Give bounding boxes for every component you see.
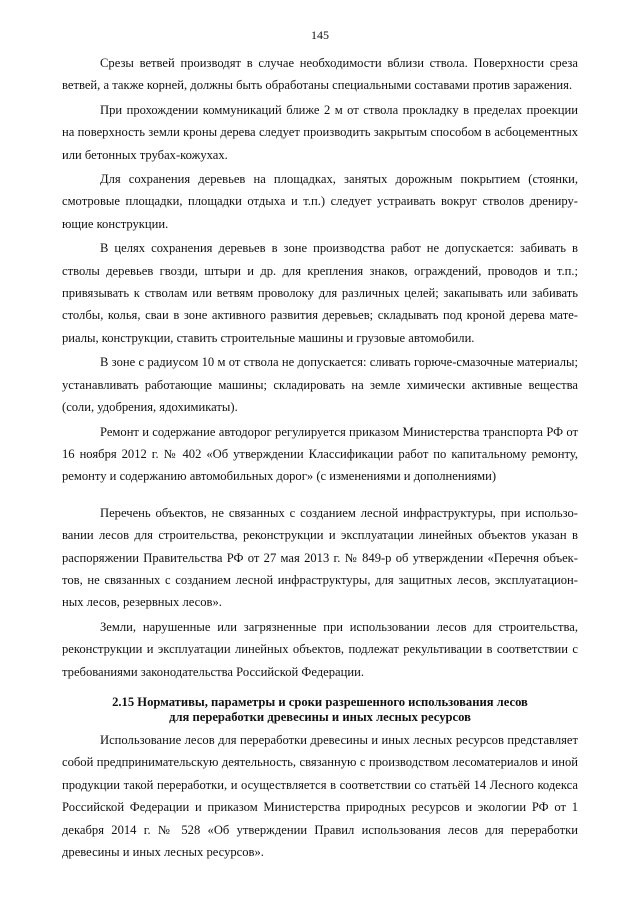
paragraph-branch-cuts: Срезы ветвей производят в случае необходимости вблизи ствола. Поверхности среза ветвей, а также корней, должны быть обработаны специальными составами против заражения. [62, 56, 578, 93]
paragraph-land-reclamation: Земли, нарушенные или загрязненные при использовании лесов для строительства, реконструкции и эксплуатации линейных объектов, подлежат рекультивации в соответствии с требованиями законодательства Российской Федерации. [62, 619, 578, 679]
paragraph-radius-zone: В зоне с радиусом 10 м от ствола не допускается: сливать горюче-смазочные материалы; устанавливать работающие машины; складировать на земле химически активные вещества (соли, удобрения, ядохимикаты). [62, 355, 578, 415]
section-heading [62, 695, 578, 725]
paragraph-object-list: Перечень объектов, не связанных с созданием лесной инфраструктуры, при использовании лесов для строительства, реконструкции и эксплуатации линейных объектов указан в распоряжении Правительства РФ от 27 мая 2013 г. № 849-р об утверждении «Перечня объектов, не связанных с созданием лесной инфраструктуры, для защитных лесов, эксплуатационных лесов, резервных лесов». [62, 505, 578, 610]
section-heading-line-1: 2.15 Нормативы, параметры и сроки разрешенного использования лесов [112, 694, 528, 709]
page-number: 145 [311, 28, 329, 42]
paragraph-paved-areas: Для сохранения деревьев на площадках, занятых дорожным покрытием (стоянки, смотровые площадки, площадки отдыха и т.п.) следует устраивать вокруг стволов дренирующие конструкции. [62, 172, 578, 231]
section-heading-line-2: для переработки древесины и иных лесных ресурсов [169, 709, 471, 724]
paragraph-road-maintenance: Ремонт и содержание автодорог регулируется приказом Министерства транспорта РФ от 16 ноября 2012 г. № 402 «Об утверждении Классификации работ по капитальному ремонту, ремонту и содержанию автомобильных дорог» (с изменениями и дополнениями) [62, 424, 578, 484]
page-body [62, 52, 578, 863]
paragraph-wood-processing: Использование лесов для переработки древесины и иных лесных ресурсов представляет собой предпринимательскую деятельность, связанную с производством лесоматериалов и иной продукции такой переработки, и осуществляется в соответствии со статьёй 14 Лесного кодекса Российской Федерации и приказом Министерства природных ресурсов и экологии РФ от 1 декабря 2014 г. № 528 «Об утверждении Правил использования лесов для переработки древесины и иных лесных ресурсов». [62, 732, 578, 859]
paragraph-work-zone: В целях сохранения деревьев в зоне производства работ не допускается: забивать в стволы деревьев гвозди, штыри и др. для крепления знаков, ограждений, проводов и т.п.; привязывать к стволам или ветвям проволоку для различных целей; закапывать или забивать столбы, колья, сваи в зоне активного развития деревьев; складывать под кроной дерева материалы, конструкции, ставить строительные машины и грузовые автомобили. [62, 241, 578, 345]
paragraph-utilities: При прохождении коммуникаций ближе 2 м от ствола прокладку в пределах проекции на поверхность земли кроны дерева следует производить закрытым способом в асбоцементных или бетонных трубах-кожухах. [62, 102, 578, 162]
